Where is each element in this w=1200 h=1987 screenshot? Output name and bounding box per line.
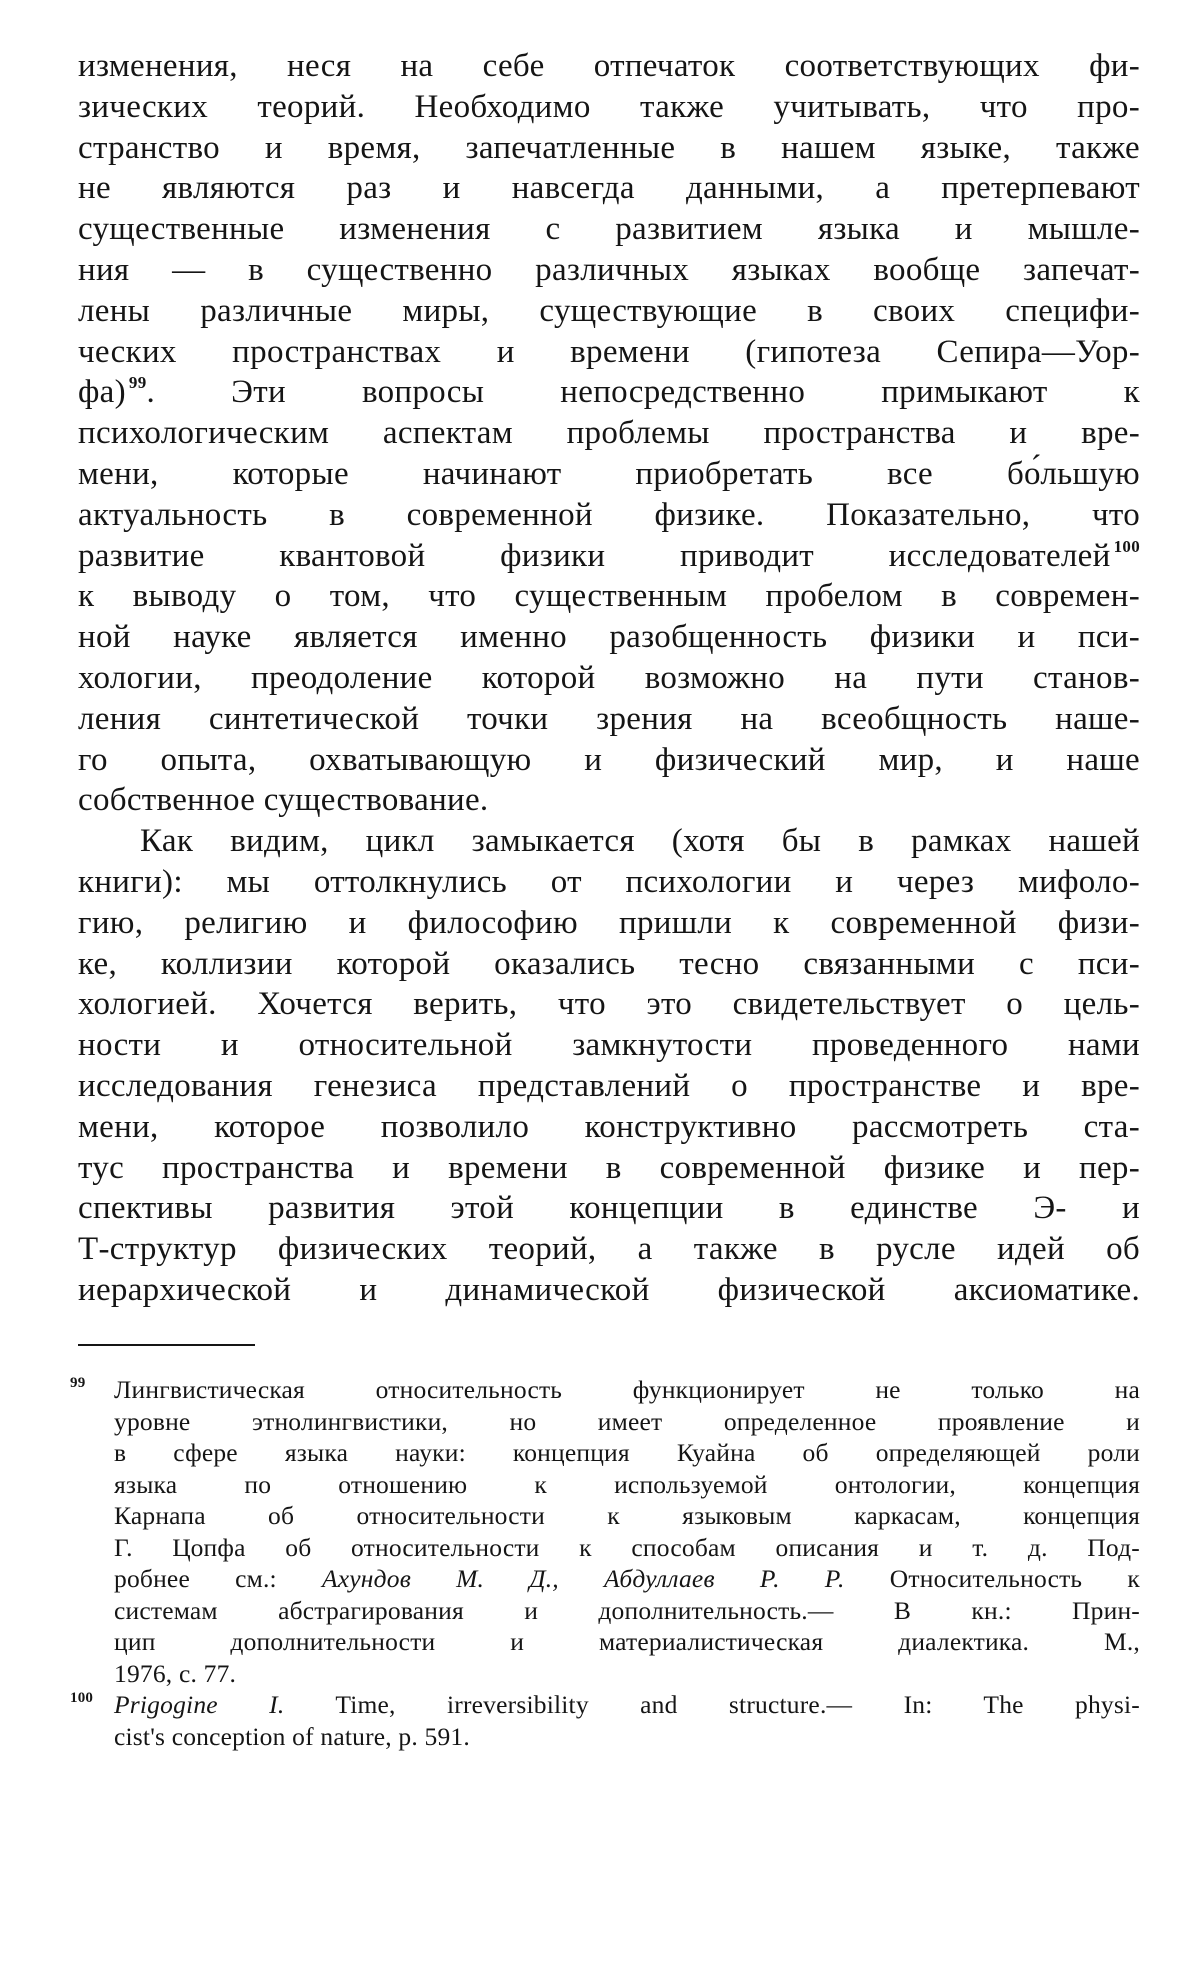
text-line: актуальность в современной физике. Показательно, что bbox=[78, 496, 1140, 533]
footnote-99 bbox=[70, 1374, 1140, 1689]
footnote-line: системам абстрагирования и дополнительность.— В кн.: Прин- bbox=[114, 1595, 1140, 1625]
footnote-number: 100 bbox=[70, 1690, 94, 1706]
paragraph-1 bbox=[78, 46, 1140, 821]
text-fragment: . Эти вопросы непосредственно примыкают к bbox=[146, 374, 1140, 411]
text-line: ке, коллизии которой оказались тесно связанными с пси- bbox=[78, 945, 1140, 982]
text-line: собственное существование. bbox=[78, 782, 489, 819]
author-names: Prigogine I. bbox=[114, 1690, 285, 1719]
footnote-line: в сфере языка науки: концепция Куайна об определяющей роли bbox=[114, 1438, 1140, 1467]
footnote-line: уровне этнолингвистики, но имеет определенное проявление и bbox=[114, 1406, 1140, 1436]
text-fragment: развитие квантовой физики приводит исследователей bbox=[78, 537, 1111, 574]
text-line: изменения, неся на себе отпечаток соответствующих фи- bbox=[78, 48, 1140, 84]
footnote-100 bbox=[70, 1689, 1140, 1752]
text-line: психологическим аспектам проблемы пространства и вре- bbox=[78, 415, 1140, 452]
text-line: хологии, преодоление которой возможно на пути станов- bbox=[78, 659, 1140, 696]
text-line: спективы развития этой концепции в единстве Э- и bbox=[78, 1190, 1140, 1227]
footnote-line: цип дополнительности и материалистическая диалектика. М., bbox=[114, 1627, 1140, 1656]
text-line: ности и относительной замкнутости проведенного нами bbox=[78, 1027, 1140, 1064]
footnote-line: cist's conception of nature, p. 591. bbox=[114, 1721, 470, 1751]
text-line: тус пространства и времени в современной физике и пер- bbox=[78, 1149, 1140, 1186]
text-line: мени, которое позволило конструктивно рассмотреть ста- bbox=[78, 1108, 1140, 1145]
text-fragment: Time, irreversibility and structure.— In: The physi- bbox=[284, 1690, 1140, 1719]
text-line: лены различные миры, существующие в своих специфи- bbox=[78, 292, 1140, 329]
footnote-line: 1976, с. 77. bbox=[114, 1658, 237, 1688]
footnote-line bbox=[114, 1563, 1140, 1595]
footnote-line: языка по отношению к используемой онтологии, концепция bbox=[114, 1469, 1140, 1499]
text-line: существенные изменения с развитием языка и мышле- bbox=[78, 211, 1140, 248]
text-line: странство и время, запечатленные в нашем языке, также bbox=[78, 129, 1140, 166]
text-line: гию, религию и философию пришли к современной физи- bbox=[78, 904, 1140, 941]
footnote-number: 99 bbox=[70, 1375, 86, 1391]
footnote-line bbox=[114, 1689, 1140, 1721]
text-line: книги): мы оттолкнулись от психологии и через мифоло- bbox=[78, 863, 1140, 900]
paragraph-2 bbox=[78, 821, 1140, 1311]
text-line: к выводу о том, что существенным пробелом в современ- bbox=[78, 578, 1140, 615]
author-names: Ахундов М. Д., Абдуллаев Р. Р. bbox=[321, 1564, 845, 1593]
text-fragment: фа) bbox=[78, 374, 126, 411]
footnote-line: Г. Цопфа об относительности к способам описания и т. д. Под- bbox=[114, 1532, 1140, 1562]
text-line: Как видим, цикл замыкается (хотя бы в рамках нашей bbox=[140, 823, 1140, 860]
footnote-ref-100: 100 bbox=[1113, 536, 1140, 556]
main-text bbox=[78, 46, 1140, 1311]
text-line-with-ref bbox=[78, 372, 1140, 413]
text-line: го опыта, охватывающую и физический мир, и наше bbox=[78, 741, 1140, 778]
text-fragment: Относительность к bbox=[844, 1564, 1140, 1593]
text-line: исследования генезиса представлений о пространстве и вре- bbox=[78, 1067, 1140, 1104]
footnote-divider bbox=[78, 1344, 255, 1346]
text-line: мени, которые начинают приобретать все бо́льшую bbox=[78, 455, 1140, 492]
footnotes bbox=[70, 1374, 1140, 1752]
footnote-ref-99: 99 bbox=[128, 373, 147, 393]
text-line: ческих пространствах и времени (гипотеза Сепира—Уор- bbox=[78, 333, 1140, 370]
text-line: иерархической и динамической физической аксиоматике. bbox=[78, 1271, 1140, 1308]
text-line: не являются раз и навсегда данными, а претерпевают bbox=[78, 170, 1140, 207]
text-line: ния — в существенно различных языках вообще запечат- bbox=[78, 251, 1140, 288]
text-line: ной науке является именно разобщенность физики и пси- bbox=[78, 619, 1140, 656]
text-line: хологией. Хочется верить, что это свидетельствует о цель- bbox=[78, 986, 1140, 1023]
text-line: ления синтетической точки зрения на всеобщность наше- bbox=[78, 700, 1140, 737]
footnote-line: Карнапа об относительности к языковым каркасам, концепция bbox=[114, 1501, 1140, 1530]
text-line-with-ref bbox=[78, 536, 1140, 577]
text-line: зических теорий. Необходимо также учитывать, что про- bbox=[78, 88, 1140, 125]
text-fragment: робнее см.: bbox=[114, 1564, 322, 1593]
footnote-line: Лингвистическая относительность функционирует не только на bbox=[114, 1375, 1140, 1404]
text-line: Т-структур физических теорий, а также в русле идей об bbox=[78, 1231, 1140, 1268]
